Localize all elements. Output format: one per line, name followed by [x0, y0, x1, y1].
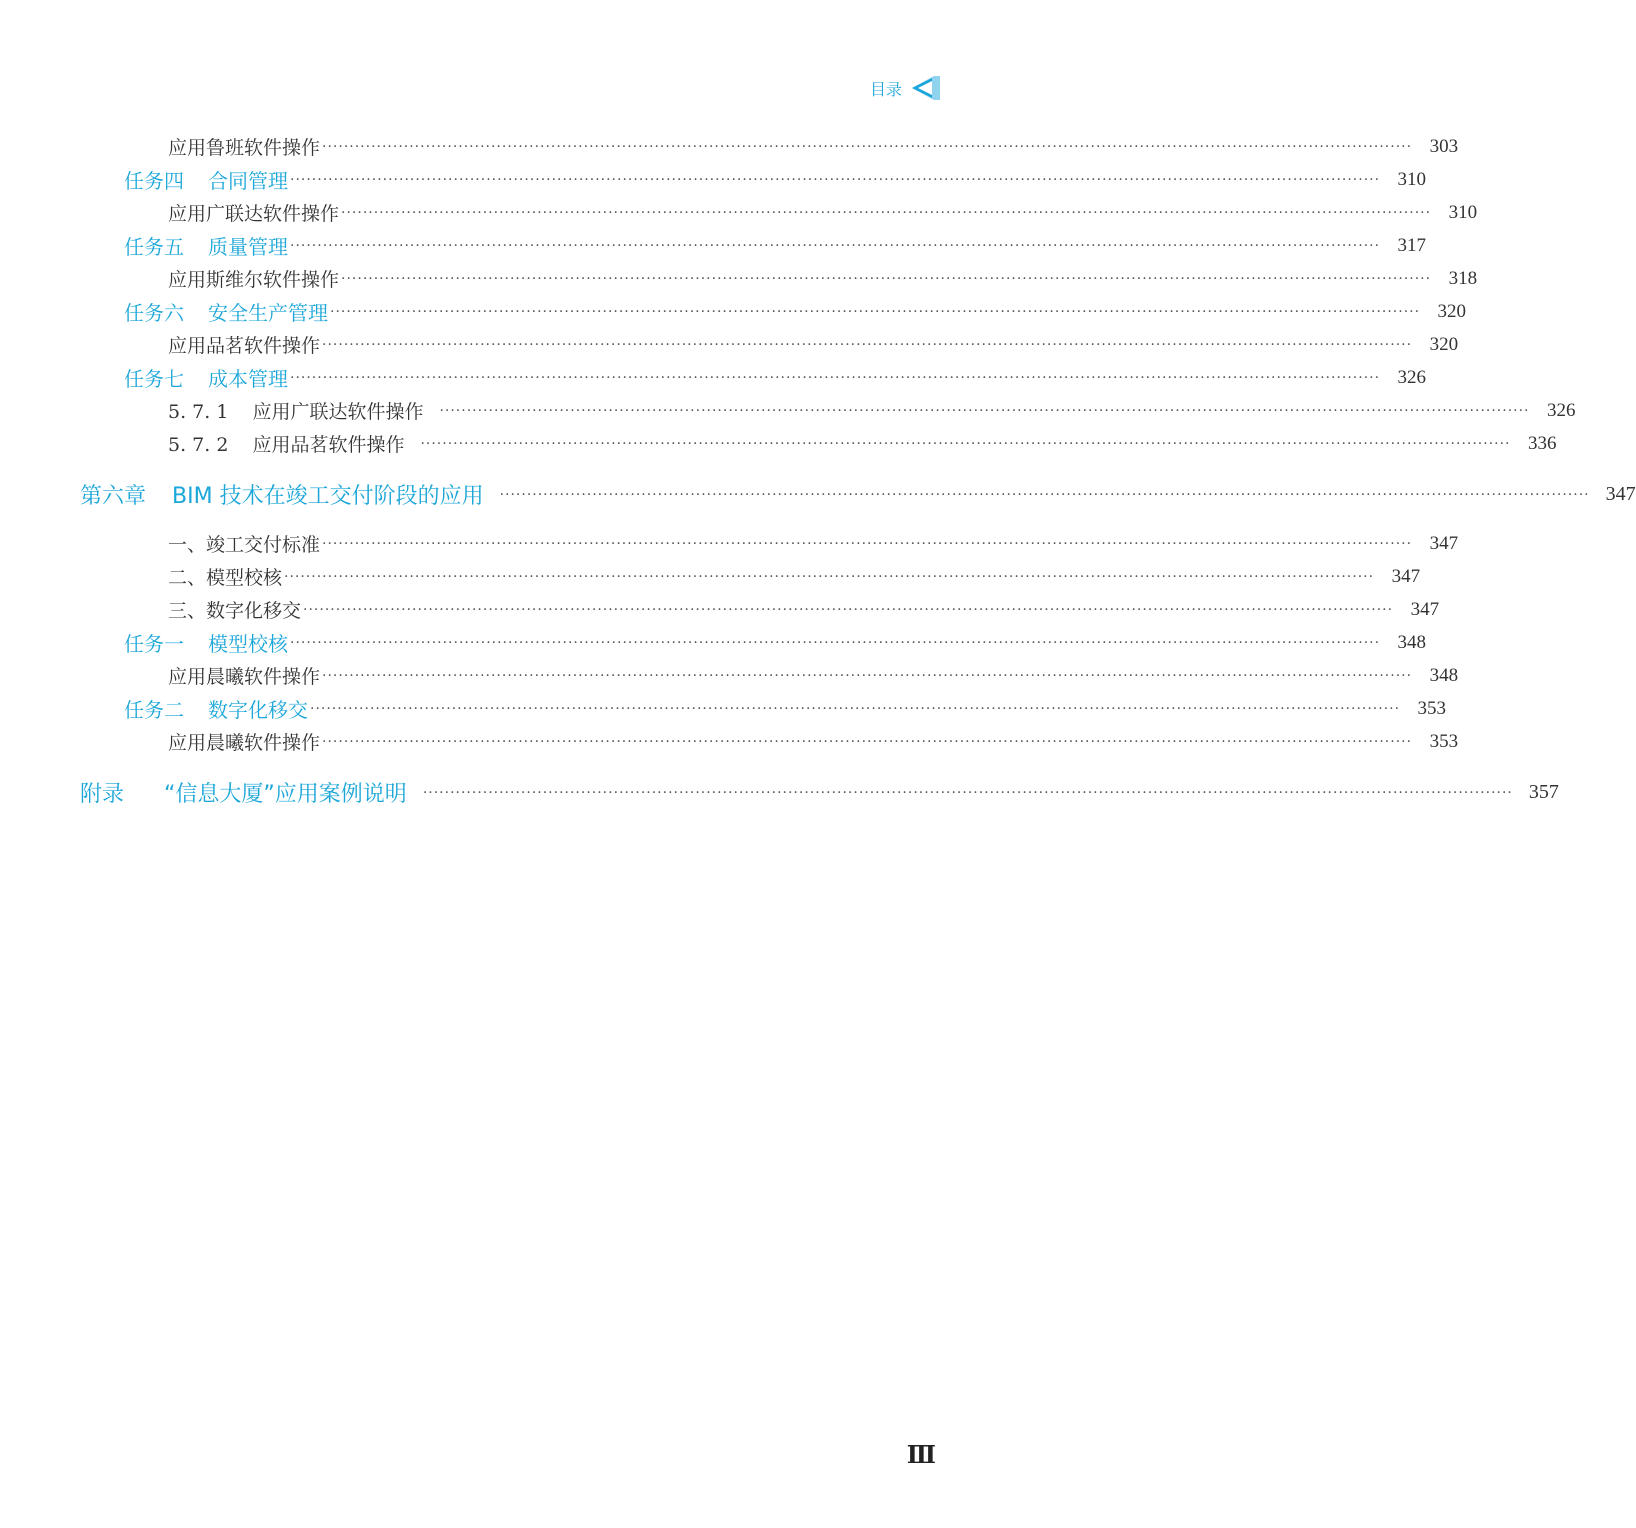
entry-title: 安全生产管理	[208, 301, 328, 325]
toc-entry[interactable]	[0, 776, 1559, 809]
entry-title: 成本管理	[208, 367, 288, 391]
page-number: 320	[1437, 300, 1467, 322]
entry-label: 二、模型校核	[168, 567, 283, 589]
section-number: 5. 7. 2	[168, 434, 229, 456]
header-title: 目录	[869, 79, 902, 99]
page-number: 357	[1528, 781, 1559, 803]
entry-prefix: 任务五	[124, 235, 184, 259]
dot-leader: ········································································································································································································	[284, 568, 1375, 585]
dot-leader: ········································································································································································································	[420, 435, 1511, 452]
toc-entry[interactable]	[0, 262, 1478, 295]
page-number: 347	[1605, 483, 1636, 505]
dot-leader: ········································································································································································································	[322, 733, 1413, 750]
dot-leader: ········································································································································································································	[290, 237, 1381, 254]
entry-label: 一、竣工交付标准	[168, 534, 321, 556]
dot-leader: ········································································································································································································	[290, 171, 1381, 188]
dot-leader: ········································································································································································································	[303, 601, 1394, 618]
running-header	[870, 74, 940, 102]
dot-leader: ········································································································································································································	[499, 486, 1590, 503]
toc-entry[interactable]	[0, 361, 1427, 394]
entry-prefix: 任务一	[124, 632, 184, 656]
toc-entry[interactable]	[0, 659, 1459, 692]
toc-entry[interactable]	[0, 626, 1427, 659]
dot-leader: ········································································································································································································	[330, 303, 1421, 320]
entry-title: “信息大厦”应用案例说明	[164, 782, 407, 807]
toc-entry[interactable]	[0, 478, 1636, 511]
dot-leader: ········································································································································································································	[290, 369, 1381, 386]
dot-leader: ········································································································································································································	[290, 634, 1381, 651]
toc-entry[interactable]	[0, 163, 1427, 196]
dot-leader: ········································································································································································································	[422, 784, 1513, 801]
toc-entry[interactable]	[0, 725, 1459, 758]
page-folio: Ⅲ	[906, 1443, 936, 1469]
dot-leader: ········································································································································································································	[322, 667, 1413, 684]
entry-title: BIM 技术在竣工交付阶段的应用	[172, 484, 484, 509]
toc-entry[interactable]	[0, 692, 1447, 725]
page-number: 353	[1429, 730, 1459, 752]
page-number: 348	[1429, 664, 1459, 686]
entry-title: 应用广联达软件操作	[252, 401, 424, 423]
section-number: 5. 7. 1	[168, 401, 229, 423]
entry-prefix: 第六章	[80, 484, 147, 509]
entry-prefix: 任务七	[124, 367, 184, 391]
dot-leader: ········································································································································································································	[322, 336, 1413, 353]
toc-entry[interactable]	[0, 295, 1467, 328]
page-number: 310	[1397, 168, 1427, 190]
page-number: 348	[1397, 631, 1427, 653]
page-number: 303	[1429, 135, 1459, 157]
entry-label: 应用晨曦软件操作	[168, 666, 321, 688]
entry-label: 应用斯维尔软件操作	[168, 269, 340, 291]
dot-leader: ········································································································································································································	[341, 204, 1432, 221]
page-number: 318	[1448, 267, 1478, 289]
dot-leader: ········································································································································································································	[439, 402, 1530, 419]
toc-entry[interactable]	[0, 560, 1421, 593]
page-number: 336	[1528, 432, 1557, 454]
page-number: 326	[1397, 366, 1427, 388]
dot-leader: ········································································································································································································	[341, 270, 1432, 287]
entry-label: 三、数字化移交	[168, 600, 302, 622]
toc-entry[interactable]	[0, 229, 1427, 262]
page-number: 310	[1448, 201, 1478, 223]
chevron-left-icon	[910, 74, 940, 102]
entry-title: 合同管理	[208, 169, 288, 193]
toc-entry[interactable]	[0, 196, 1478, 229]
entry-label: 应用品茗软件操作	[168, 335, 321, 357]
entry-label: 应用鲁班软件操作	[168, 137, 321, 159]
toc-entry[interactable]	[0, 130, 1459, 163]
entry-prefix: 附录	[80, 782, 125, 807]
page-number: 347	[1391, 565, 1421, 587]
entry-prefix: 任务六	[124, 301, 184, 325]
entry-title: 数字化移交	[208, 698, 308, 722]
dot-leader: ········································································································································································································	[322, 535, 1413, 552]
entry-title: 模型校核	[208, 632, 288, 656]
entry-prefix: 任务二	[124, 698, 184, 722]
page-number: 320	[1429, 333, 1459, 355]
toc-entry[interactable]	[0, 328, 1459, 361]
page-number: 317	[1397, 234, 1427, 256]
entry-title: 质量管理	[208, 235, 288, 259]
toc-entry[interactable]	[0, 427, 1557, 460]
page-number: 326	[1547, 399, 1576, 421]
dot-leader: ········································································································································································································	[310, 700, 1401, 717]
page-number: 353	[1417, 697, 1447, 719]
page-number: 347	[1410, 598, 1440, 620]
dot-leader: ········································································································································································································	[322, 138, 1413, 155]
entry-title: 应用品茗软件操作	[252, 434, 405, 456]
entry-label: 应用广联达软件操作	[168, 203, 340, 225]
entry-label: 应用晨曦软件操作	[168, 732, 321, 754]
toc-entry[interactable]	[0, 527, 1459, 560]
page-number: 347	[1429, 532, 1459, 554]
toc-entry[interactable]	[0, 593, 1440, 626]
toc-entry[interactable]	[0, 394, 1576, 427]
entry-prefix: 任务四	[124, 169, 184, 193]
